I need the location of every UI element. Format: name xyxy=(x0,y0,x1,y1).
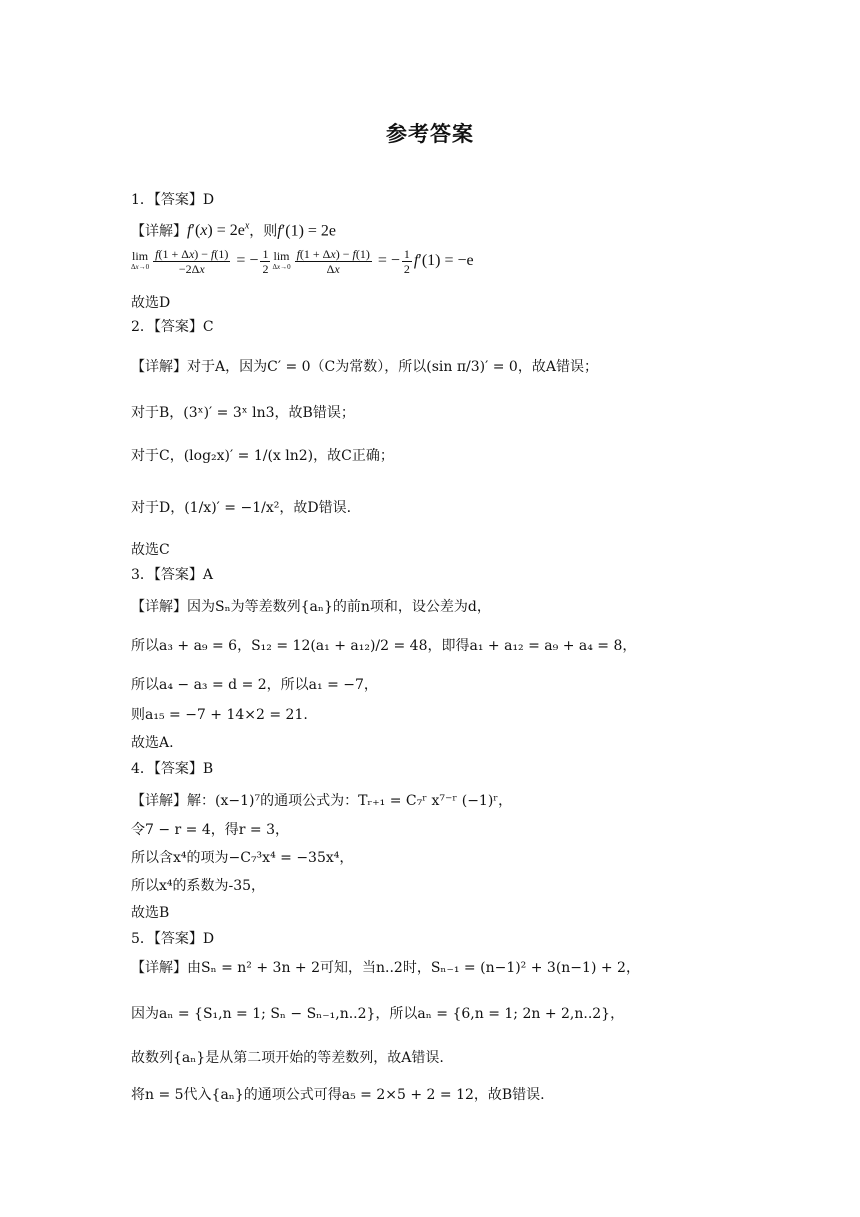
q1-limit-line: lim Δx→0 $\frac{f(1 + \Delta x) - f(1)}{-2\Delta x}$ = − $\frac{1}{2}$ lim Δx→0 $\frac{f(1 + \Delta x) - f(1)}{\Delta x}$ = − $\frac{1}{2}$ f′(1) = −e xyxy=(131,247,474,276)
q4-line4: 所以x⁴的系数为-35， xyxy=(131,878,266,894)
q1-answer: 1．【答案】D xyxy=(131,192,215,208)
q5-answer: 5．【答案】D xyxy=(131,931,215,947)
page-title: 参考答案 xyxy=(386,122,474,146)
q5-line3: 故数列{aₙ}是从第二项开始的等差数列，故A错误. xyxy=(131,1050,444,1066)
q2-line4: 对于D，(1/x)′ = −1/x²，故D错误. xyxy=(131,500,352,516)
q4-line3: 所以含x⁴的项为−C₇³x⁴ = −35x⁴， xyxy=(131,850,354,866)
q4-line2: 令7 − r = 4，得r = 3， xyxy=(131,822,289,838)
q1-detail-label: 【详解】 xyxy=(131,223,187,240)
limit-symbol: lim Δx→0 xyxy=(272,248,291,271)
q3-answer: 3．【答案】A xyxy=(131,567,214,583)
q3-line3: 所以a₄ − a₃ = d = 2，所以a₁ = −7， xyxy=(131,677,378,693)
q3-line2: 所以a₃ + a₉ = 6，S₁₂ = 12(a₁ + a₁₂)/2 = 48，即得a₁ + a₁₂ = a₉ + a₄ = 8， xyxy=(131,638,637,654)
q3-line1: 【详解】因为Sₙ为等差数列{aₙ}的前n项和，设公差为d， xyxy=(131,599,491,615)
q1-derivative: $f'(x) = 2e^x$ xyxy=(187,221,250,240)
q3-conclusion: 故选A. xyxy=(131,735,174,751)
q1-conclusion: 故选D xyxy=(131,295,171,311)
q5-line4: 将n = 5代入{aₙ}的通项公式可得a₅ = 2×5 + 2 = 12，故B错误. xyxy=(131,1087,545,1103)
limit-symbol: lim Δx→0 xyxy=(131,248,150,271)
q4-answer: 4．【答案】B xyxy=(131,761,214,777)
q5-line2: 因为aₙ = {S₁,n = 1; Sₙ − Sₙ₋₁,n..2}，所以aₙ = {6,n = 1; 2n + 2,n..2}， xyxy=(131,1006,625,1022)
q2-line2: 对于B，(3ˣ)′ = 3ˣ ln3，故B错误； xyxy=(131,405,355,421)
fraction: $\frac{f(1 + \Delta x) - f(1)}{\Delta x}$ xyxy=(296,247,370,276)
fraction: $\frac{f(1 + \Delta x) - f(1)}{-2\Delta x}$ xyxy=(155,247,229,276)
q1-detail xyxy=(131,217,336,241)
q2-line1: 【详解】对于A，因为C′ = 0（C为常数），所以(sin π/3)′ = 0，故A错误； xyxy=(131,359,598,375)
q1-derivative-at-1: f′(1) = 2e xyxy=(277,222,337,240)
q1-detail-connector: ，则 xyxy=(249,223,278,240)
q5-line1: 【详解】由Sₙ = n² + 3n + 2可知，当n..2时，Sₙ₋₁ = (n−1)² + 3(n−1) + 2， xyxy=(131,960,640,976)
q3-line4: 则a₁₅ = −7 + 14×2 = 21. xyxy=(131,707,308,723)
q2-conclusion: 故选C xyxy=(131,542,170,558)
fraction: $\frac{1}{2}$ xyxy=(403,247,410,276)
q2-line3: 对于C，(log₂x)′ = 1/(x ln2)，故C正确； xyxy=(131,448,394,464)
q4-line1: 【详解】解：(x−1)⁷的通项公式为：Tᵣ₊₁ = C₇ʳ x⁷⁻ʳ (−1)ʳ， xyxy=(131,793,513,809)
q4-conclusion: 故选B xyxy=(131,905,170,921)
q2-answer: 2．【答案】C xyxy=(131,319,214,335)
fraction: $\frac{1}{2}$ xyxy=(262,247,269,276)
